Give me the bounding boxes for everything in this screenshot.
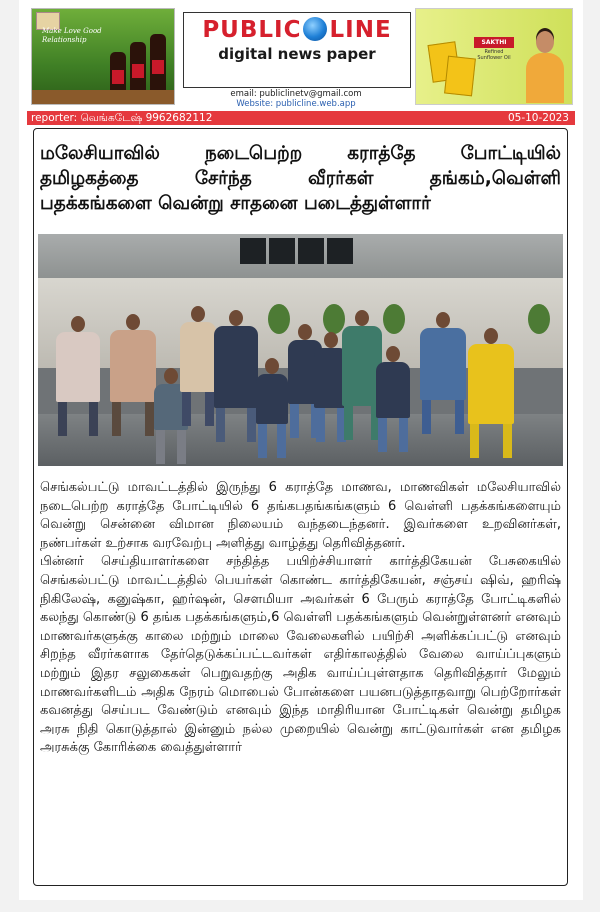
article-box xyxy=(33,128,568,886)
contact-email: email: publiclinetv@gmail.com xyxy=(230,89,362,99)
logo-word-public: PUBLIC xyxy=(202,17,302,43)
person xyxy=(468,344,514,424)
ad-brand-name: SAKTHI xyxy=(474,37,514,48)
person xyxy=(180,322,216,392)
person xyxy=(256,374,288,424)
contact-info xyxy=(183,89,409,109)
article-headline xyxy=(40,141,561,216)
person xyxy=(420,328,466,400)
oil-pack-image xyxy=(444,56,476,97)
masthead-logo xyxy=(183,12,411,88)
logo-word-line: LINE xyxy=(329,17,392,43)
person xyxy=(376,362,410,418)
person xyxy=(56,332,100,402)
right-advertisement xyxy=(415,8,573,105)
logo-subtitle: digital news paper xyxy=(218,45,376,63)
headline-line: தமிழகத்தை சேர்ந்த வீரர்கள் தங்கம்,வெள்ளி xyxy=(40,168,561,189)
ad-table xyxy=(32,90,174,104)
byline-bar xyxy=(27,111,575,125)
headline-line: பதக்கங்களை வென்று சாதனை படைத்துள்ளார் xyxy=(40,193,431,214)
bottle-image xyxy=(150,34,166,98)
publish-date: 05-10-2023 xyxy=(507,112,569,124)
logo-title xyxy=(184,17,410,43)
reporter-info: reporter: வெங்கடேஷ் 9962682112 xyxy=(31,112,213,124)
group-photo xyxy=(38,234,563,466)
contact-website[interactable]: Website: publicline.web.app xyxy=(236,99,356,109)
article-paragraph: செங்கல்பட்டு மாவட்டத்தில் இருந்து 6 கராத்தே மாணவ, மாணவிகள் மலேசியாவில் நடைபெற்ற கராத்தே போட்டியில் 6 தங்கபதங்கங்களும் 6 வெள்ளி பதக்கங்களையும் வென்று சென்னை விமான நிலையம் வந்தடைந்தனர். இவர்களை உறவினர்கள், நண்பர்கள் உற்சாக வரவேற்பு அளித்து வாழ்த்து தெரிவித்தனர். xyxy=(40,480,561,551)
person xyxy=(214,326,258,408)
article-body xyxy=(40,479,561,758)
model-photo xyxy=(526,31,564,103)
ad-tagline: Make Love Good Relationship xyxy=(42,27,102,44)
person xyxy=(110,330,156,402)
left-advertisement xyxy=(31,8,175,105)
globe-icon xyxy=(303,17,327,41)
headline-line: மலேசியாவில் நடைபெற்ற கராத்தே போட்டியில் xyxy=(40,143,561,164)
newspaper-page xyxy=(19,0,583,900)
article-paragraph: பின்னர் செய்தியாளர்களை சந்தித்த பயிற்ச்சியாளர் கார்த்திகேயன் பேசுகையில் செங்கல்பட்டு மாவட்டத்தில் பெயர்கள் கொண்ட கார்த்திகேயன், சஞ்சய் ஷிவ், ஹரிஷ் நிகிலேஷ், கனுஷ்கா, ஹர்ஷன், சௌமியா அவர்கள் 6 பேரும் கராத்தே போட்டிகளில் கலந்து கொண்டு 6 தங்க பதக்கங்களும்,6 வெள்ளி பதக்கங்களும் வென்றுள்ளனர் எனவும் மாணவர்களுக்கு காலை மற்றும் மாலை வேலைகளில் பயிற்சி அளிக்கப்பட்டு எனவும் சிறந்த வீரர்களாக தேர்தெடுக்கப்பட்டவர்கள் எதிர்காலத்தில் வேலை வாய்ப்புகளும் மற்றும் இதர சலுகைகள் பெறுவதற்கு அதிக வாய்ப்புள்ளதாக தெரிவித்தார் மேலும் மாணவர்களிடம் அதிக நேரம் மொபைல் போன்களை பயனபடுத்தாதவாறு பெற்றோர்கள் கவனத்து செய்பட வேண்டும் எனவும் இந்த மாதிரியான போட்டிகள் வென்று தமிழக அரசு நிதி கொடுத்தால் இன்னும் நல்ல முறையில் வென்று காட்டுவார்கள் என தமிழக அரசுக்கு கோரிக்கை வைத்துள்ளார் xyxy=(40,554,561,756)
ad-product-name: Refined Sunflower Oil xyxy=(477,49,511,61)
